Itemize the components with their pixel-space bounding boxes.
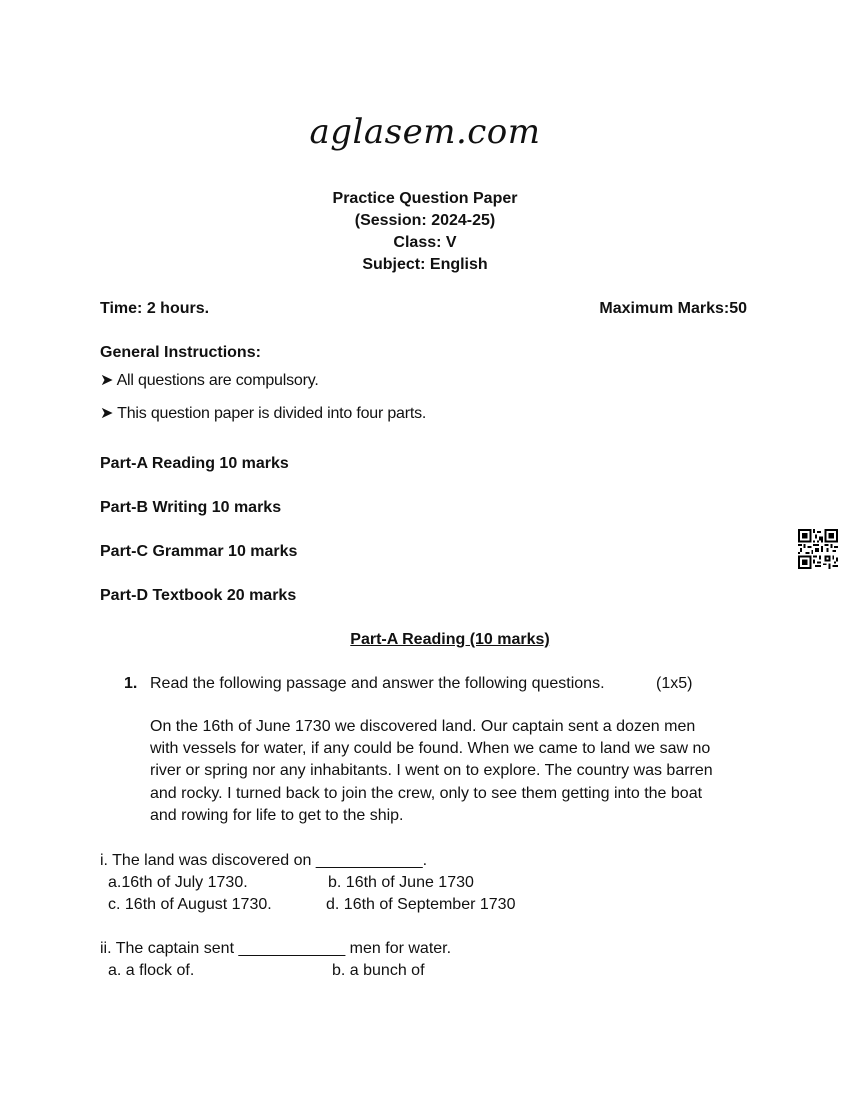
option: d. 16th of September 1730	[326, 896, 516, 913]
part-line: Part-C Grammar 10 marks	[100, 543, 298, 560]
option: a.16th of July 1730.	[108, 874, 248, 891]
instruction-item: ➤ This question paper is divided into four parts.	[100, 405, 427, 422]
site-logo: aglasem.com	[309, 112, 541, 152]
subquestion-stem: i. The land was discovered on ____________.	[100, 852, 428, 869]
passage-line: and rocky. I turned back to join the crew, only to see them getting into the boat	[150, 784, 703, 802]
instructions-heading: General Instructions:	[100, 344, 261, 361]
time-label: Time: 2 hours.	[100, 300, 210, 317]
paper-class: Class: V	[393, 234, 457, 251]
subquestion-stem: ii. The captain sent ____________ men for water.	[100, 940, 452, 957]
question-marks: (1x5)	[656, 675, 693, 692]
max-marks-label: Maximum Marks:50	[599, 300, 747, 317]
passage-line: river or spring nor any inhabitants. I went on to explore. The country was barren	[150, 762, 713, 780]
paper-session: (Session: 2024-25)	[354, 212, 496, 229]
question-text: Read the following passage and answer the following questions.	[150, 675, 605, 692]
reading-passage	[150, 716, 750, 827]
part-line: Part-B Writing 10 marks	[100, 499, 282, 516]
option: b. a bunch of	[332, 962, 425, 979]
passage-line: On the 16th of June 1730 we discovered land. Our captain sent a dozen men	[150, 718, 696, 735]
option: b. 16th of June 1730	[328, 874, 474, 891]
section-heading: Part-A Reading (10 marks)	[350, 631, 550, 648]
option: a. a flock of.	[108, 962, 195, 979]
paper-subject: Subject: English	[362, 256, 488, 273]
part-line: Part-D Textbook 20 marks	[100, 587, 297, 604]
instruction-item: ➤ All questions are compulsory.	[100, 372, 319, 389]
question-number: 1.	[124, 675, 138, 692]
option: c. 16th of August 1730.	[108, 896, 272, 913]
passage-line: and rowing for life to get to the ship.	[150, 806, 404, 824]
paper-title: Practice Question Paper	[332, 190, 518, 207]
passage-line: with vessels for water, if any could be found. When we came to land we saw no	[150, 740, 711, 758]
qr-code-icon[interactable]	[798, 529, 838, 569]
part-line: Part-A Reading 10 marks	[100, 455, 289, 472]
